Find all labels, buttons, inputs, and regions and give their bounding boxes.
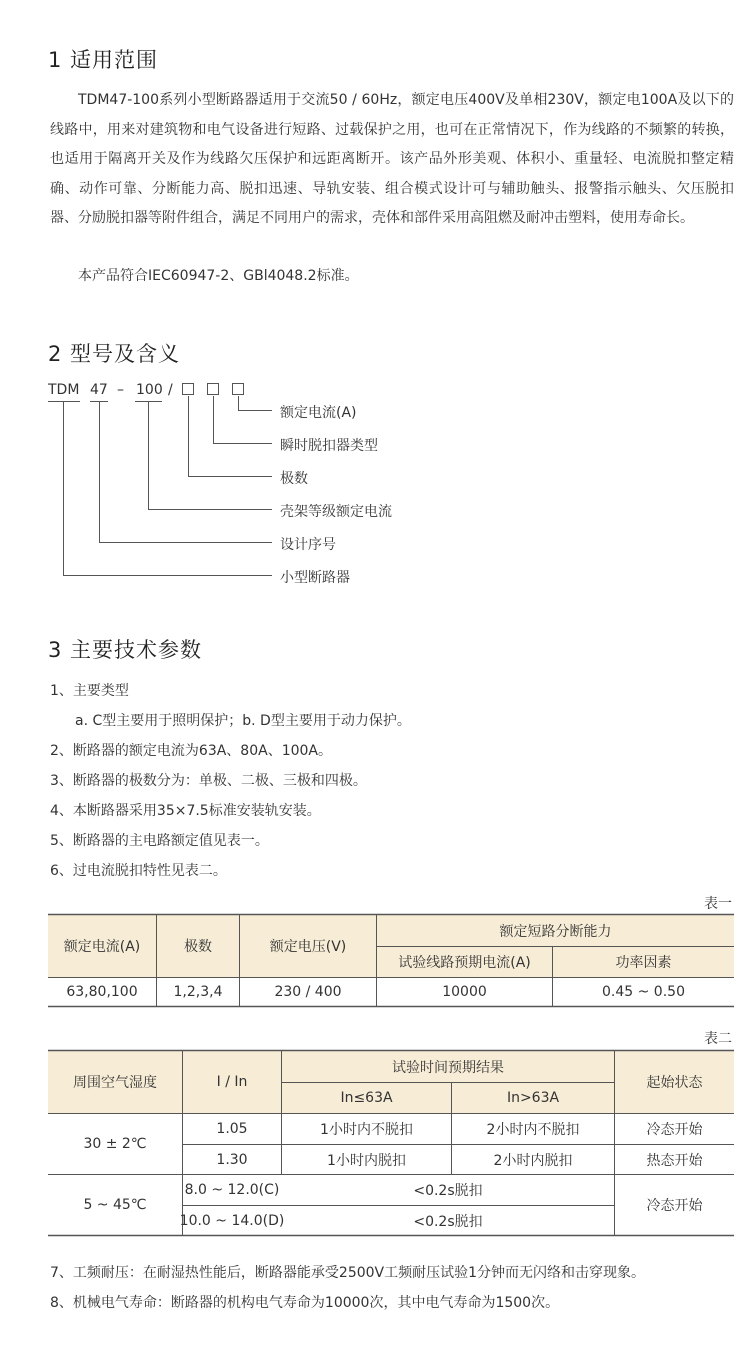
- t1-header-current: 额定电流(A): [63, 939, 141, 955]
- spec-item-6: 6、过电流脱扣特性见表二。: [50, 863, 227, 879]
- label-design-number: 设计序号: [280, 537, 336, 553]
- spec-item-1: 1、主要类型: [50, 683, 129, 699]
- spec-item-2: 2、断路器的额定电流为63A、80A、100A。: [50, 743, 332, 759]
- t2-header-start: 起始状态: [646, 1075, 703, 1091]
- table-2-label: 表二: [704, 1031, 732, 1047]
- t2-r34-start: 冷态开始: [646, 1198, 703, 1214]
- spec-item-5: 5、断路器的主电路额定值见表一。: [50, 833, 269, 849]
- section-2-heading: 2 型号及含义: [48, 342, 181, 366]
- t2-r1-le63: 1小时内不脱扣: [320, 1122, 413, 1138]
- label-frame-current: 壳架等级额定电流: [280, 504, 392, 520]
- label-poles: 极数: [280, 471, 308, 487]
- t2-header-ratio: I / In: [216, 1074, 248, 1090]
- section-1-heading: 1 适用范围: [48, 48, 159, 72]
- spec-item-1-sub: a. C型主要用于照明保护；b. D型主要用于动力保护。: [75, 713, 411, 729]
- spec-item-3: 3、断路器的极数分为：单极、二极、三极和四极。: [50, 773, 367, 789]
- t2-r2-gt63: 2小时内脱扣: [493, 1152, 573, 1169]
- t2-cell-temp-2: 5 ~ 45℃: [83, 1197, 147, 1213]
- spec-item-7: 7、工频耐压：在耐湿热性能后，断路器能承受2500V工频耐压试验1分钟而无闪络和击穿现象。: [50, 1265, 646, 1281]
- t1-cell-power-factor: 0.45 ~ 0.50: [602, 984, 685, 1000]
- t1-cell-voltage: 230 / 400: [274, 984, 342, 1000]
- t1-header-power-factor: 功率因素: [615, 955, 672, 971]
- label-mcb: 小型断路器: [280, 570, 350, 586]
- t2-r1-start: 冷态开始: [646, 1122, 703, 1138]
- table-1-label: 表一: [704, 896, 732, 912]
- t1-header-voltage: 额定电压(V): [269, 939, 347, 955]
- t1-header-breaking: 额定短路分断能力: [499, 923, 612, 940]
- t2-r4-ratio: 10.0 ~ 14.0(D): [179, 1212, 285, 1229]
- t2-header-result: 试验时间预期结果: [392, 1059, 504, 1076]
- spec-item-4: 4、本断路器采用35×7.5标准安装轨安装。: [50, 803, 321, 819]
- t2-header-le63: In≤63A: [340, 1090, 393, 1106]
- t2-r4-result: <0.2s脱扣: [413, 1213, 483, 1230]
- t2-r2-ratio: 1.30: [216, 1151, 248, 1168]
- t2-r1-gt63: 2小时内不脱扣: [486, 1122, 580, 1138]
- code-47: 47: [90, 382, 108, 398]
- label-rated-current: 额定电流(A): [280, 405, 357, 421]
- t2-r1-ratio: 1.05: [216, 1121, 248, 1137]
- standards-note: 本产品符合IEC60947-2、GBl4048.2标准。: [78, 268, 359, 284]
- section-3-heading: 3 主要技术参数: [48, 638, 203, 662]
- t1-header-poles: 极数: [184, 939, 212, 955]
- t1-cell-current: 63,80,100: [66, 984, 138, 1000]
- code-slash: /: [168, 382, 173, 398]
- section-1-paragraph: TDM47-100系列小型断路器适用于交流50 / 60Hz，额定电压400V及单相230V，额定电100A及以下的线路中，用来对建筑物和电气设备进行短路、过载保护之用，也可在正常情况下，作为线路的不频繁的转换，也适用于隔离开关及作为线路欠压保护和远距离断开。该产品外形美观、体积小、重量轻、电流脱扣整定精确、动作可靠、分断能力高、脱扣迅速、导轨安装、组合模式设计可与辅助触头、报警指示触头、欠压脱扣器、分励脱扣器等附件组合，满足不同用户的需求，壳体和部件采用高阻燃及耐冲击塑料，使用寿命长。: [50, 92, 734, 226]
- spec-item-8: 8、机械电气寿命：断路器的机构电气寿命为10000次，其中电气寿命为1500次。: [50, 1295, 560, 1311]
- t2-r3-ratio: 8.0 ~ 12.0(C): [184, 1182, 280, 1198]
- label-trip-type: 瞬时脱扣器类型: [280, 438, 378, 454]
- code-dash: –: [117, 382, 124, 398]
- t2-cell-temp-1: 30 ± 2℃: [83, 1136, 147, 1152]
- t1-cell-test-current: 10000: [442, 984, 487, 1000]
- t2-header-gt63: In>63A: [506, 1090, 560, 1106]
- code-tdm: TDM: [48, 382, 80, 398]
- t2-r2-start: 热态开始: [646, 1152, 703, 1169]
- t1-cell-poles: 1,2,3,4: [173, 984, 223, 1000]
- t2-r2-le63: 1小时内脱扣: [327, 1152, 406, 1169]
- code-100: 100: [136, 382, 163, 398]
- t2-r3-result: <0.2s脱扣: [413, 1183, 483, 1199]
- t1-header-test-current: 试验线路预期电流(A): [398, 955, 531, 971]
- t2-header-temp: 周围空气湿度: [73, 1075, 157, 1091]
